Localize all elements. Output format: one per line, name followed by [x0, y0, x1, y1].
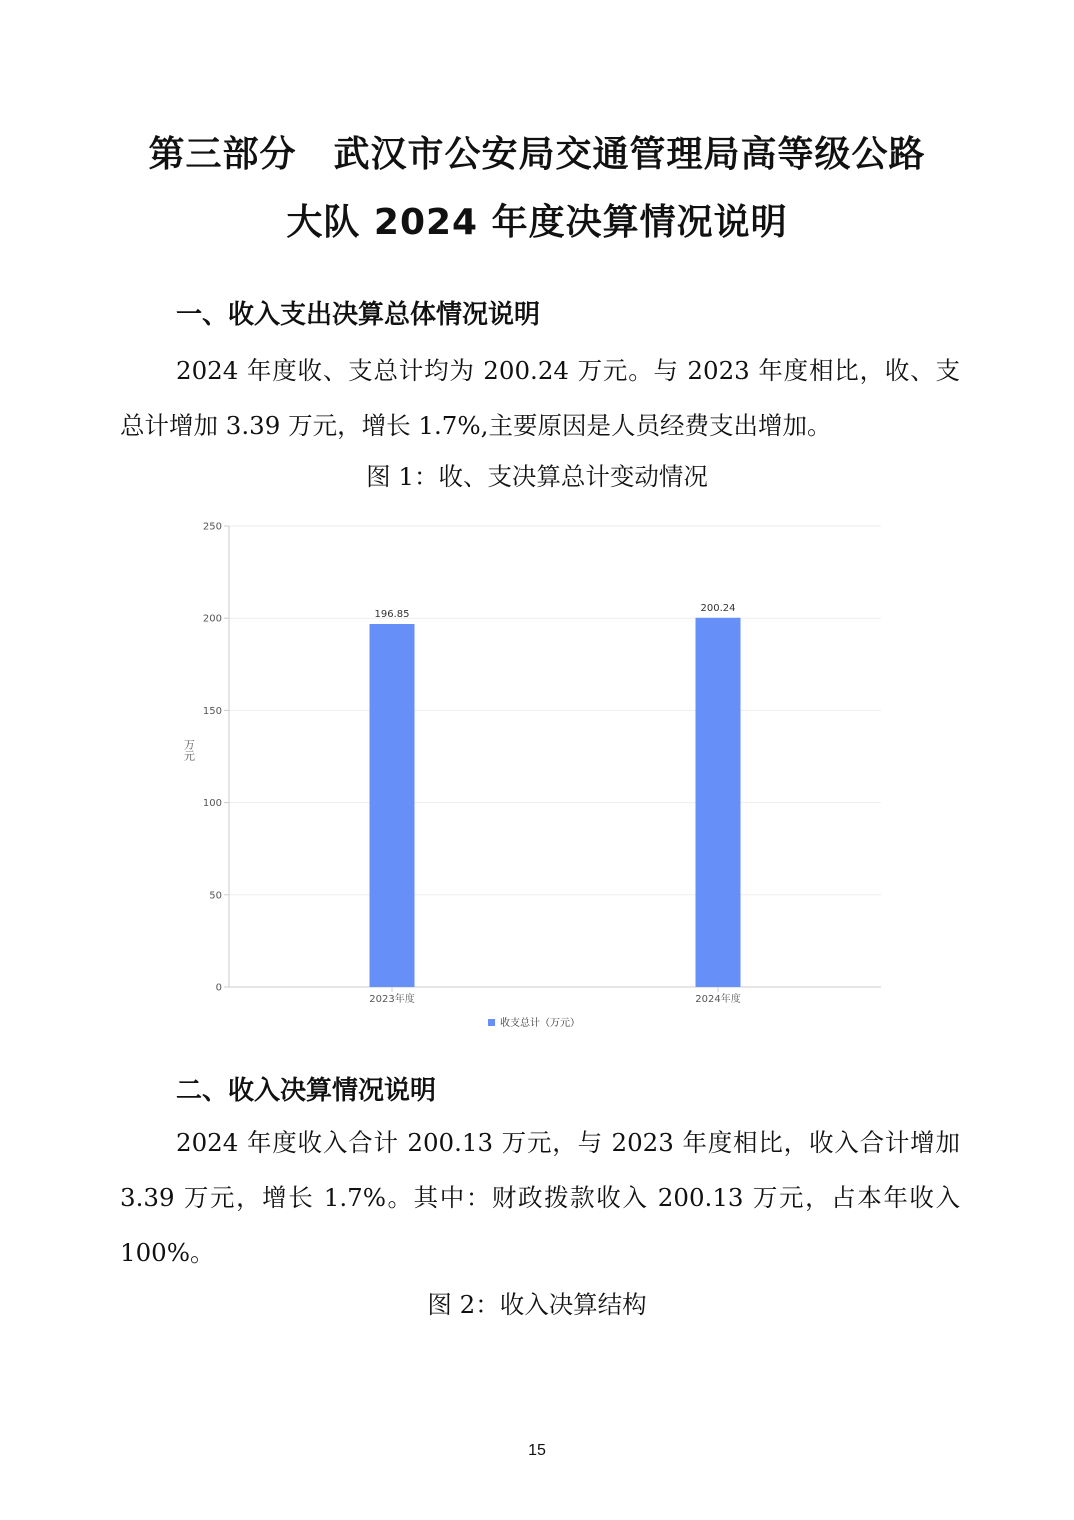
- bar-data-label: 200.24: [700, 602, 736, 614]
- y-tick-label: 200: [202, 613, 222, 625]
- page-title-line1: 第三部分 武汉市公安局交通管理局高等级公路: [148, 134, 926, 175]
- figure1-caption: 图 1：收、支决算总计变动情况: [366, 462, 708, 491]
- y-axis-label: 万元: [182, 739, 196, 761]
- bar-data-label: 196.85: [374, 609, 410, 621]
- section2-heading: 二、收入决算情况说明: [176, 1076, 437, 1106]
- y-tick-label: 50: [209, 890, 222, 902]
- page-number: 15: [528, 1442, 546, 1459]
- legend-label: 收支总计（万元）: [500, 1018, 580, 1029]
- income-expense-bar-chart: [170, 510, 900, 1040]
- section1-paragraph: 2024 年度收、支总计均为 200.24 万元。与 2023 年度相比，收、支总计增加 3.39 万元，增长 1.7%,主要原因是人员经费支出增加。: [120, 356, 960, 440]
- page-title-line2: 大队 2024 年度决算情况说明: [286, 202, 788, 243]
- y-tick-label: 150: [202, 705, 222, 717]
- section2-paragraph: 2024 年度收入合计 200.13 万元，与 2023 年度相比，收入合计增加 3.39 万元，增长 1.7%。其中：财政拨款收入 200.13 万元，占本年收入 100%。: [120, 1128, 960, 1267]
- y-tick-label: 250: [202, 521, 222, 533]
- legend-swatch: [488, 1019, 495, 1026]
- y-tick-label: 100: [202, 798, 222, 810]
- bar: [696, 618, 741, 987]
- x-tick-label: 2023年度: [369, 994, 415, 1005]
- section1-heading: 一、收入支出决算总体情况说明: [176, 300, 541, 330]
- x-tick-label: 2024年度: [695, 994, 741, 1005]
- y-tick-label: 0: [215, 982, 222, 994]
- figure2-caption: 图 2：收入决算结构: [427, 1290, 647, 1319]
- bar: [370, 624, 415, 987]
